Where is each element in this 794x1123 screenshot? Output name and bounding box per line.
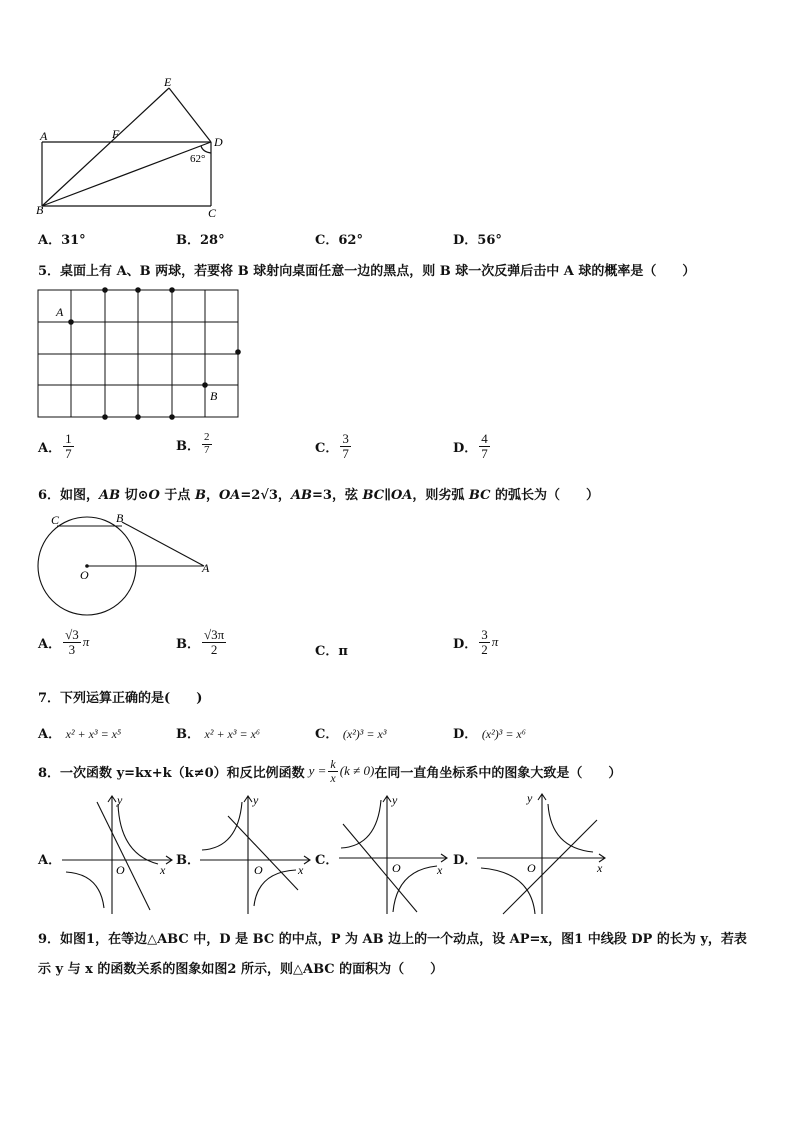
q6-tangent-AB — [122, 522, 204, 566]
q8-graph-c — [337, 792, 455, 916]
svg-text:x: x — [160, 863, 166, 877]
q6-label-B: B — [116, 511, 124, 525]
svg-text:y: y — [253, 793, 259, 807]
q5-dot-bottom-1 — [102, 414, 108, 420]
q4-angle-arc — [201, 146, 211, 153]
q7-option-c: C． (x²)³ = x³ — [315, 727, 387, 742]
q4-figure — [30, 74, 230, 222]
q5-option-c: C． $\frac{3}{7}$ — [315, 431, 349, 461]
q6-label-O: O — [80, 568, 89, 582]
q8-stem: 8．一次函数 y=kx+k（k≠0）和反比例函数 y = $\frac{k}{x}$ (k ≠ 0) 在同一直角坐标系中的图象大致是（ ） — [38, 757, 622, 785]
q4-seg-BE — [42, 88, 169, 206]
q5-grid-figure — [34, 284, 248, 420]
q8-graph-d — [475, 790, 610, 916]
q4-option-d: D．56° — [453, 233, 502, 248]
svg-text:y: y — [392, 793, 398, 807]
q5-dot-right — [235, 349, 241, 355]
svg-text:y: y — [117, 793, 123, 807]
q7-stem: 7．下列运算正确的是( ) — [38, 691, 203, 706]
q9-stem-line2: 示 y 与 x 的函数关系的图象如图2 所示，则△ABC 的面积为（ ） — [38, 962, 444, 977]
q5-ball-a — [68, 319, 74, 325]
q8a-hyperbola-q3 — [66, 872, 104, 908]
q8b-hyperbola-q2 — [202, 802, 242, 850]
q4-option-c: C．62° — [315, 233, 363, 248]
q6-label-C: C — [51, 513, 60, 527]
q5-option-a: A． $\frac{1}{7}$ — [38, 431, 72, 461]
svg-text:x: x — [437, 863, 443, 877]
q8d-hyperbola-q1 — [548, 804, 593, 852]
q8a-hyperbola-q1 — [118, 804, 158, 864]
q5-option-d: D． $\frac{4}{7}$ — [453, 431, 488, 461]
q4-label-E: E — [164, 75, 172, 89]
q8c-hyperbola-q2 — [341, 800, 381, 848]
q6-option-c: C．π — [315, 644, 348, 659]
svg-text:O: O — [116, 863, 125, 877]
q6-stem: 6．如图，AB 切⊙O 于点 B，OA=2√3，AB=3，弦 BC∥OA，则劣弧 BC 的弧长为（ ） — [38, 488, 600, 503]
q8-graph-letter-a: A． — [38, 853, 62, 868]
q4-option-b: B．28° — [176, 233, 225, 248]
svg-text:y: y — [527, 791, 533, 805]
q5-dot-bottom-2 — [135, 414, 141, 420]
q7-option-a: A． x² + x³ = x⁵ — [38, 727, 122, 742]
q4-label-B: B — [36, 203, 44, 217]
svg-text:O: O — [527, 861, 536, 875]
q8-graph-letter-b: B． — [176, 853, 200, 868]
q6-option-a: A． $\frac{√3}{3}$ π — [38, 627, 90, 657]
q4-seg-ED — [169, 88, 211, 142]
q4-label-C: C — [208, 206, 217, 220]
svg-text:x: x — [298, 863, 304, 877]
q5-ball-b — [202, 382, 208, 388]
q6-circle-figure — [30, 508, 220, 620]
q8-graph-letter-d: D． — [453, 853, 478, 868]
q5-dot-bottom-3 — [169, 414, 175, 420]
q6-option-d: D． $\frac{3}{2}$ π — [453, 627, 499, 657]
q5-dot-top-2 — [135, 287, 141, 293]
q4-label-D: D — [214, 135, 223, 149]
svg-text:O: O — [392, 861, 401, 875]
q6-option-b: B． $\frac{√3\pi}{2}$ — [176, 627, 225, 657]
q5-dot-top-3 — [169, 287, 175, 293]
q4-label-A: A — [40, 129, 48, 143]
q4-option-a: A．31° — [38, 233, 86, 248]
q6-label-A: A — [202, 561, 210, 575]
q8d-linear — [503, 820, 597, 914]
q5-label-B: B — [210, 389, 218, 403]
q4-label-F: F — [112, 127, 120, 141]
q4-seg-BD — [42, 142, 211, 206]
q8c-linear — [343, 824, 417, 912]
q8-graph-b — [198, 792, 316, 916]
svg-text:O: O — [254, 863, 263, 877]
q8-graph-a — [60, 792, 178, 916]
q5-dot-top-1 — [102, 287, 108, 293]
q5-option-b: B． $\frac{2}{7}$ — [176, 431, 210, 456]
q4-angle-label: 62° — [190, 153, 206, 165]
q7-option-b: B． x² + x³ = x⁶ — [176, 727, 261, 742]
svg-text:x: x — [597, 861, 603, 875]
q8a-linear — [97, 802, 150, 910]
q5-label-A: A — [56, 305, 64, 319]
q7-option-d: D． (x²)³ = x⁶ — [453, 727, 526, 742]
q8-graph-letter-c: C． — [315, 853, 339, 868]
q5-stem: 5．桌面上有 A、B 两球，若要将 B 球射向桌面任意一边的黑点，则 B 球一次反弹后击中 A 球的概率是（ ） — [38, 264, 696, 279]
q8b-linear — [228, 816, 298, 890]
q9-stem-line1: 9．如图1，在等边△ABC 中，D 是 BC 的中点，P 为 AB 边上的一个动点，设 AP=x，图1 中线段 DP 的长为 y，若表 — [38, 932, 747, 947]
